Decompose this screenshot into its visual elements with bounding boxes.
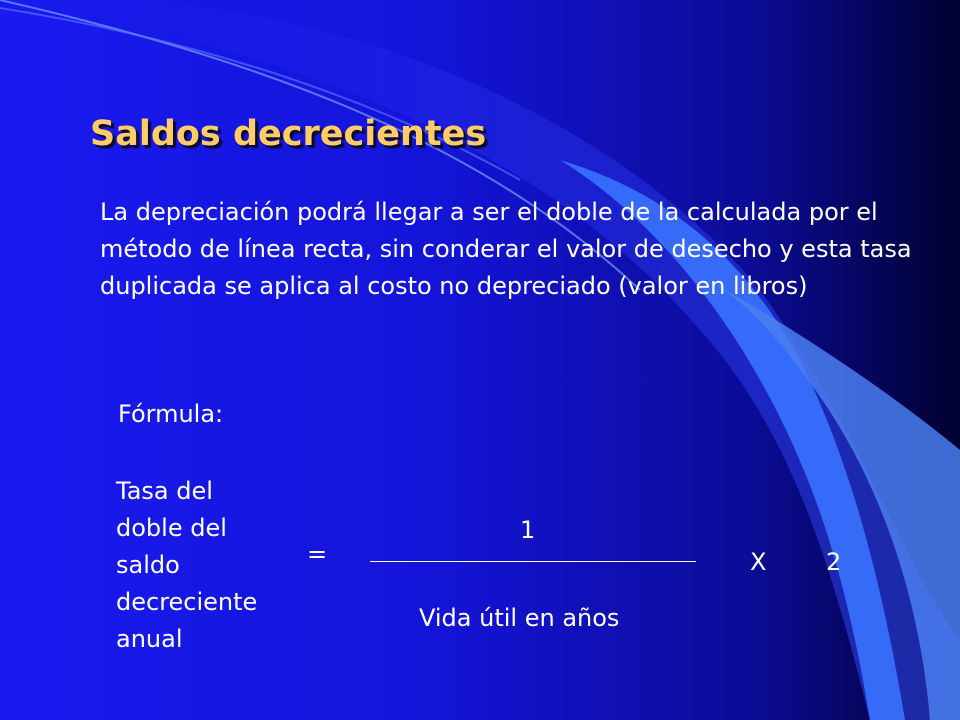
fraction-numerator: 1 [520, 516, 536, 544]
multiply-sign: X [750, 548, 767, 576]
fraction-denominator: Vida útil en años [419, 604, 620, 632]
formula-label: Fórmula: [118, 400, 224, 428]
equals-sign: = [307, 540, 328, 568]
multiplier-value: 2 [826, 548, 842, 576]
description-paragraph: La depreciación podrá llegar a ser el doble de la calculada por el método de línea recta, sin conderar el valor de desecho y esta tasa duplicada se aplica al costo no depreciado (valor en libros) [100, 198, 912, 300]
fraction-line [370, 561, 696, 562]
slide-title: Saldos decrecientes [90, 114, 487, 154]
formula-name: Tasa del doble del saldo decreciente anual [116, 477, 258, 653]
